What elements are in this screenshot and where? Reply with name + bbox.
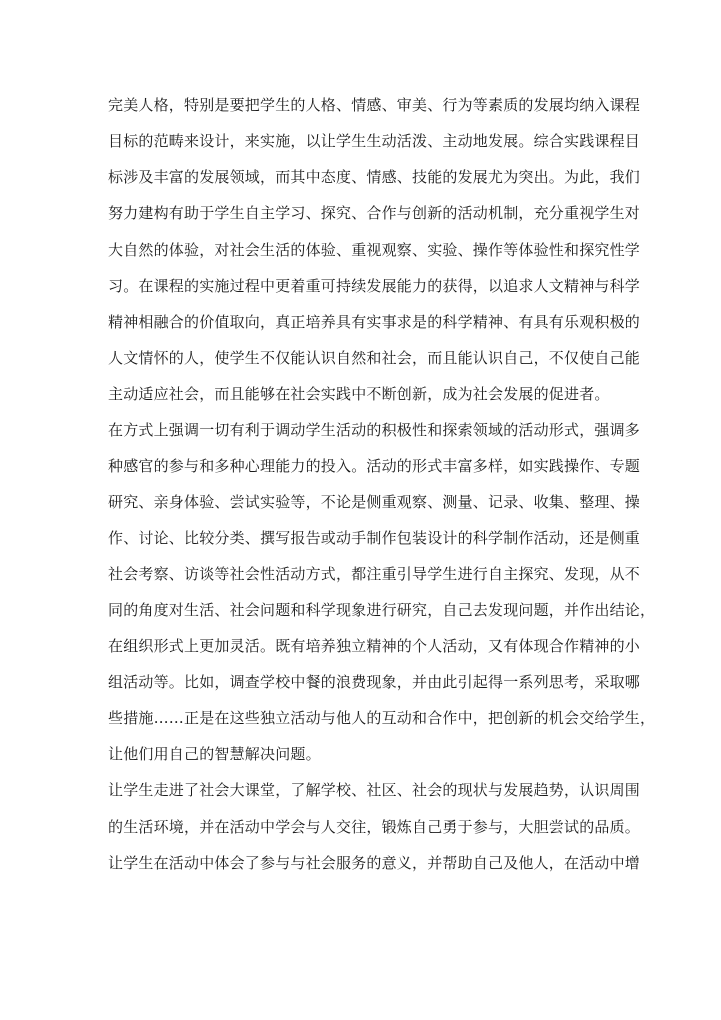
- text-line: 人文情怀的人，使学生不仅能认识自然和社会，而且能认识自己，不仅使自己能: [108, 349, 641, 367]
- text-line: 社会考察、访谈等社会性活动方式，都注重引导学生进行自主探究、发现，从不: [108, 565, 641, 583]
- text-line: 组活动等。比如，调查学校中餐的浪费现象，并由此引起得一系列思考，采取哪: [108, 673, 641, 691]
- text-line: 目标的范畴来设计，来实施，以让学生生动活泼、主动地发展。综合实践课程目: [108, 132, 641, 150]
- text-line: 让学生走进了社会大课堂，了解学校、社区、社会的现状与发展趋势，认识周围: [108, 781, 641, 799]
- text-line: 习。在课程的实施过程中更着重可持续发展能力的获得，以追求人文精神与科学: [108, 277, 641, 295]
- text-line: 在方式上强调一切有利于调动学生活动的积极性和探索领域的活动形式，强调多: [108, 421, 641, 439]
- text-line: 种感官的参与和多种心理能力的投入。活动的形式丰富多样，如实践操作、专题: [108, 457, 641, 475]
- text-line: 完美人格，特别是要把学生的人格、情感、审美、行为等素质的发展均纳入课程: [108, 96, 641, 114]
- text-line: 精神相融合的价值取向，真正培养具有实事求是的科学精神、有具有乐观积极的: [108, 313, 641, 331]
- text-line: 作、讨论、比较分类、撰写报告或动手制作包装设计的科学制作活动，还是侧重: [108, 529, 641, 547]
- text-line: 的生活环境，并在活动中学会与人交往，锻炼自己勇于参与，大胆尝试的品质。: [108, 818, 641, 836]
- text-line: 主动适应社会，而且能够在社会实践中不断创新，成为社会发展的促进者。: [108, 385, 610, 403]
- text-line: 些措施……正是在这些独立活动与他人的互动和合作中，把创新的机会交给学生，: [108, 709, 656, 727]
- text-line: 研究、亲身体验、尝试实验等，不论是侧重观察、测量、记录、收集、整理、操: [108, 493, 641, 511]
- text-line: 在组织形式上更加灵活。既有培养独立精神的个人活动，又有体现合作精神的小: [108, 637, 641, 655]
- text-line: 努力建构有助于学生自主学习、探究、合作与创新的活动机制，充分重视学生对: [108, 204, 641, 222]
- text-line: 标涉及丰富的发展领域，而其中态度、情感、技能的发展尤为突出。为此，我们: [108, 168, 641, 186]
- text-line: 让学生在活动中体会了参与与社会服务的意义，并帮助自己及他人，在活动中增: [108, 854, 641, 872]
- text-line: 让他们用自己的智慧解决问题。: [108, 745, 321, 763]
- text-line: 大自然的体验，对社会生活的体验、重视观察、实验、操作等体验性和探究性学: [108, 241, 641, 259]
- text-line: 同的角度对生活、社会问题和科学现象进行研究，自己去发现问题，并作出结论，: [108, 601, 656, 619]
